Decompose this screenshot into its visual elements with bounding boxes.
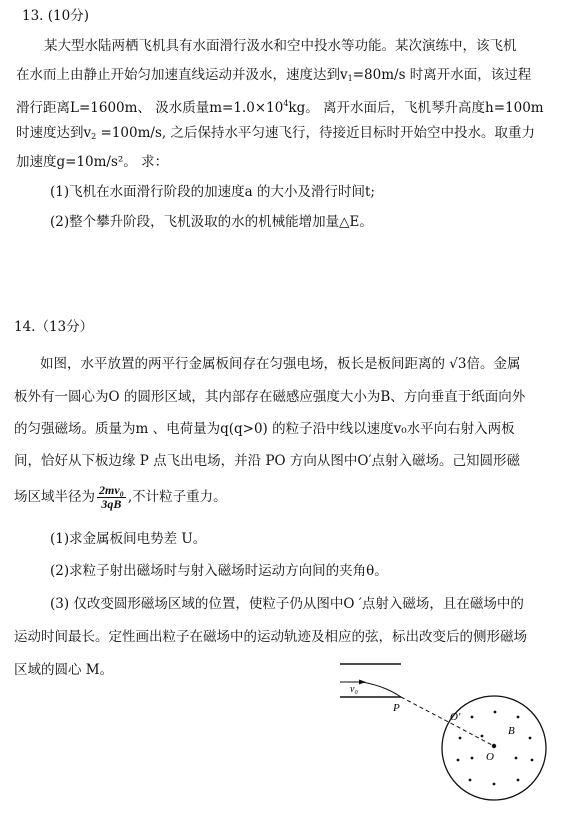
q14-subquestion-1: (1)求金属板间电势差 U。 bbox=[50, 531, 207, 547]
q13-paragraph-line-1: 某大型水陆两栖飞机具有水面滑行汲水和空中投水等功能。某次演练中，该飞机 bbox=[44, 38, 517, 54]
label-p: P bbox=[393, 702, 400, 714]
q13-paragraph-line-2: 在水而上由静止开始匀加速直线运动并汲水，速度达到$v_1=80m/s$ 时离开水面，该过程 bbox=[16, 67, 532, 83]
q13-subquestion-2: (2)整个攀升阶段，飞机汲取的水的机械能增加量△E。 bbox=[50, 214, 373, 230]
q13-subquestion-1: (1)飞机在水面滑行阶段的加速度a 的大小及滑行时间t; bbox=[50, 184, 375, 200]
q13-header: 13. (10分) bbox=[22, 8, 89, 24]
trajectory-in-field bbox=[362, 682, 401, 697]
q14-paragraph-line-5: 场区域半径为 $\frac{\text{2mv₀}}{3qB}$ ,不计粒子重力。 bbox=[14, 483, 227, 511]
q13-paragraph-line-4: 时速度达到$v_2 =100m/s$, 之后保持水平匀速飞行，待接近目标时开始空中投水。取重力 bbox=[16, 125, 535, 141]
radius-fraction: $\frac{\text{2mv₀}}{3qB}$ bbox=[99, 483, 124, 511]
q14-paragraph-line-4: 间，恰好从下板边缘 P 点飞出电场，并沿 PO 方向从图中O′点射入磁场。己知圆形磁 bbox=[14, 453, 521, 469]
q13-paragraph-line-5: 加速度g=10m/s²。 求： bbox=[16, 154, 169, 170]
q14-subquestion-2: (2)求粒子射出磁场时与射入磁场时运动方向间的夹角θ。 bbox=[50, 563, 388, 579]
q14-subquestion-3-line-2: 运动时间最长。定性画出粒子在磁场中的运动轨迹及相应的弦，标出改变后的侧形磁场 bbox=[14, 629, 527, 645]
q13-paragraph-line-3: 滑行距离L=1600m、 汲水质量$m=1.0\times 10^4kg$。 离开水面后，飞机琴升高度h=100m bbox=[16, 99, 544, 116]
q14-paragraph-line-1: 如图，水平放置的两平行金属板间存在匀强电场，板长是板间距离的 √3倍。金属 bbox=[40, 356, 521, 372]
p-to-o-dashed-line bbox=[401, 697, 494, 746]
q14-subquestion-3-line-3: 区域的圆心 M。 bbox=[14, 662, 114, 678]
q14-header: 14.（13分） bbox=[14, 319, 94, 335]
q14-subquestion-3-line-1: (3) 仅改变圆形磁场区域的位置，使粒子仍从图中O ′点射入磁场，且在磁场中的 bbox=[50, 596, 524, 612]
label-b: B bbox=[508, 725, 515, 737]
field-dots bbox=[457, 711, 534, 786]
center-o-point bbox=[492, 744, 496, 748]
label-v0: v₀ bbox=[350, 684, 358, 695]
q14-paragraph-line-2: 板外有一圆心为O 的圆形区域，其内部存在磁感应强度大小为B、方向垂直于纸面向外 bbox=[14, 389, 526, 405]
q14-paragraph-line-3: 的匀强磁场。质量为m 、电荷量为q(q>0) 的粒子沿中线以速度v₀水平向右射入两板 bbox=[14, 421, 515, 437]
label-o-prime: O′ bbox=[450, 711, 461, 723]
label-o: O bbox=[486, 751, 494, 763]
